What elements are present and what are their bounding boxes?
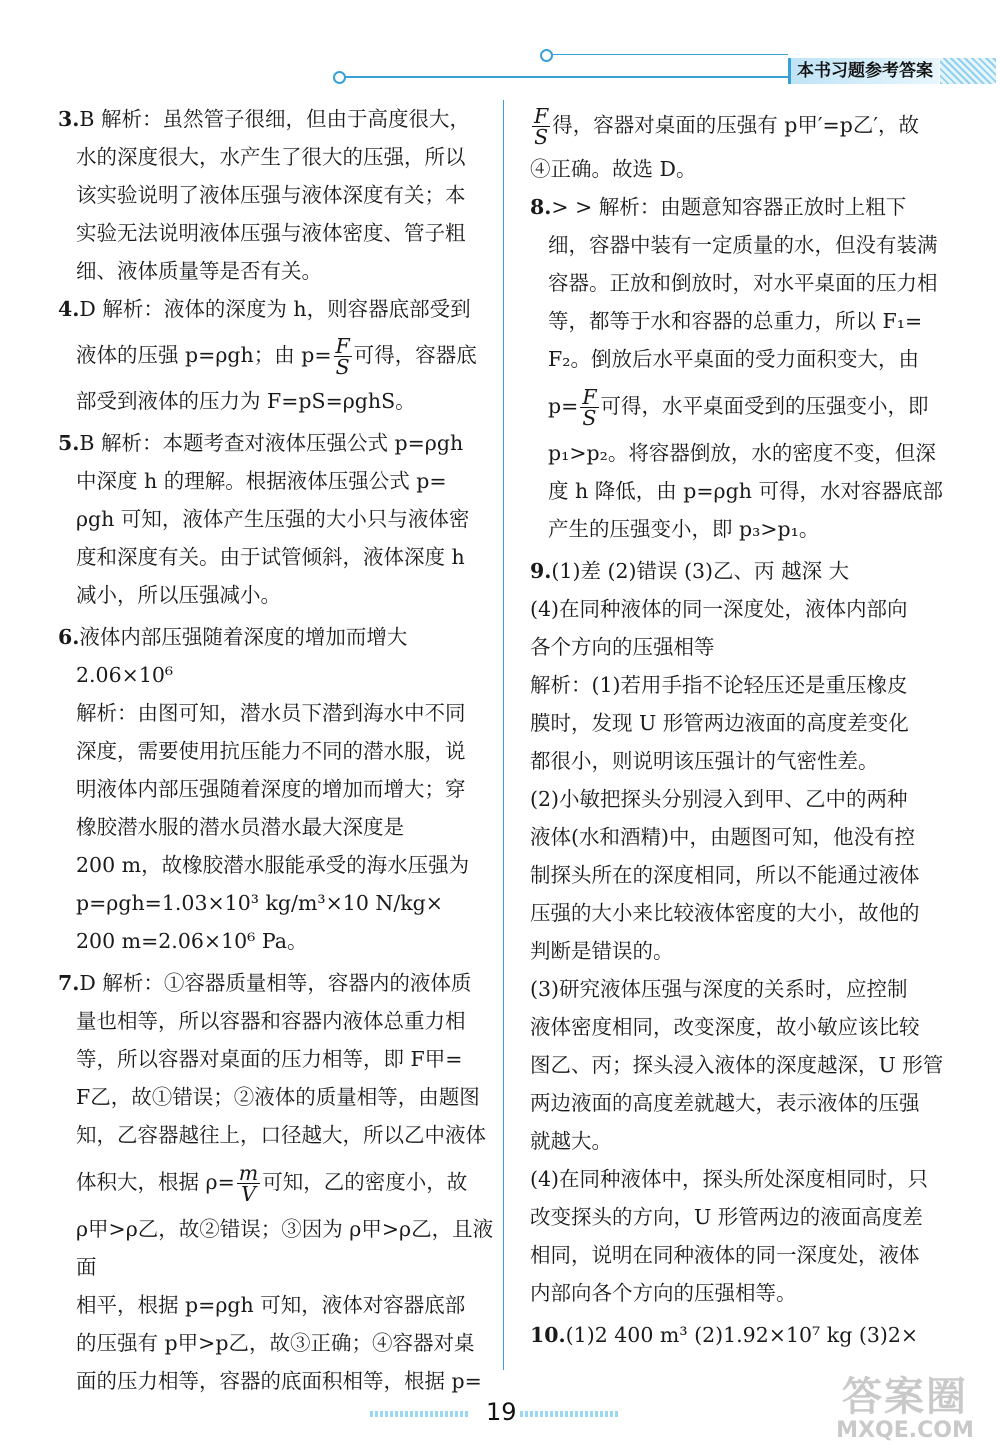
answer-5: 5.B 解析：本题考查对液体压强公式 p=ρgh 中深度 h 的理解。根据液体压强公式 p= ρgh 可知，液体产生压强的大小只与液体密 度和深度有关。由于试管倾斜，液体深度 h 减小，所以压强减小。	[58, 431, 470, 607]
answer-number: 3.	[58, 107, 80, 131]
fraction: $\frac{F}{S}$	[534, 104, 549, 149]
left-column	[58, 100, 498, 1400]
fraction: $\frac{F}{S}$	[335, 334, 350, 379]
header-dot-icon	[333, 71, 346, 84]
answer-6: 6.液体内部压强随着深度的增加而增大 2.06×10⁶ 解析：由图可知，潜水员下潜到海水中不同 深度，需要使用抗压能力不同的潜水服，说 明液体内部压强随着深度的增加而增大；穿 橡胶潜水服的潜水员潜水最大深度是 200 m，故橡胶潜水服能承受的海水压强为 p=ρgh=1.03×10³ kg/m³×10 N/kg× 200 m=2.06×10⁶ Pa。	[58, 625, 470, 953]
header-title: 本书习题参考答案	[788, 58, 939, 84]
header-rule-top	[548, 54, 788, 55]
answer-4: 4.D 解析：液体的深度为 h，则容器底部受到 液体的压强 p=ρgh；由 p= $\frac{F}{S}$ 可得，容器底 部受到液体的压力为 F=pS=ρghS。	[58, 297, 477, 413]
answer-7-continued: $\frac{F}{S}$ 得，容器对桌面的压强有 p甲′=p乙′，故 ④正确。故选 D。	[530, 104, 919, 181]
header-dot-icon	[540, 49, 553, 62]
header-decoration	[940, 58, 996, 84]
watermark-logo: 答案圈 MXQE.COM	[836, 1374, 974, 1443]
page-number: 19	[486, 1398, 517, 1426]
answer-10: 10.(1)2 400 m³ (2)1.92×10⁷ kg (3)2×	[530, 1323, 919, 1347]
header-rule	[340, 76, 800, 78]
answer-7: 7.D 解析：①容器质量相等，容器内的液体质 量也相等，所以容器和容器内液体总重力相 等，所以容器对桌面的压力相等，即 F甲= F乙，故①错误；②液体的质量相等，由题图 知，乙容器越往上，口径越大，所以乙中液体 体积大，根据 ρ= $\frac{m}{V}$ 可知，乙的密度小，故 ρ甲>ρ乙，故②错误；③因为 ρ甲>ρ乙，且液面 相平，根据 p=ρgh 可知，液体对容器底部 的压强有 p甲>p乙，故③正确；④容器对桌 面的压力相等，容器的底面积相等，根据 p=	[58, 971, 494, 1393]
footer-decoration	[370, 1411, 470, 1417]
answer-3: 3.B 解析：虽然管子很细，但由于高度很大， 水的深度很大，水产生了很大的压强，所以 该实验说明了液体压强与液体深度有关；本 实验无法说明液体压强与液体密度、管子粗 细、液体质量等是否有关。	[58, 107, 470, 283]
footer-decoration	[520, 1411, 620, 1417]
column-divider	[503, 100, 504, 1370]
right-column	[530, 100, 970, 1354]
fraction: $\frac{F}{S}$	[582, 385, 597, 430]
answer-8: 8.> > 解析：由题意知容器正放时上粗下 细，容器中装有一定质量的水，但没有装满 容器。正放和倒放时，对水平桌面的压力相 等，都等于水和容器的总重力，所以 F₁= F₂。倒放后水平桌面的受力面积变大，由 p= $\frac{F}{S}$ 可得，水平桌面受到的压强变小，即 p₁>p₂。将容器倒放，水的密度不变，但深 度 h 降低，由 p=ρgh 可得，水对容器底部 产生的压强变小，即 p₃>p₁。	[530, 195, 943, 541]
answer-9: 9.(1)差 (2)错误 (3)乙、丙 越深 大 (4)在同种液体的同一深度处，液体内部向 各个方向的压强相等 解析：(1)若用手指不论轻压还是重压橡皮 膜时，发现 U 形管两边液面的高度差变化 都很小，则说明该压强计的气密性差。 (2)小敏把探头分别浸入到甲、乙中的两种 液体(水和酒精)中，由题图可知，他没有控 制探头所在的深度相同，所以不能通过液体 压强的大小来比较液体密度的大小，故他的 判断是错误的。 (3)研究液体压强与深度的关系时，应控制 液体密度相同，改变深度，故小敏应该比较 图乙、丙；探头浸入液体的深度越深，U 形管 两边液面的高度差就越大，表示液体的压强 就越大。 (4)在同种液体中，探头所处深度相同时，只 改变探头的方向，U 形管两边的液面高度差 相同，说明在同种液体的同一深度处，液体 内部向各个方向的压强相等。	[530, 559, 944, 1305]
fraction: $\frac{m}{V}$	[238, 1161, 259, 1206]
